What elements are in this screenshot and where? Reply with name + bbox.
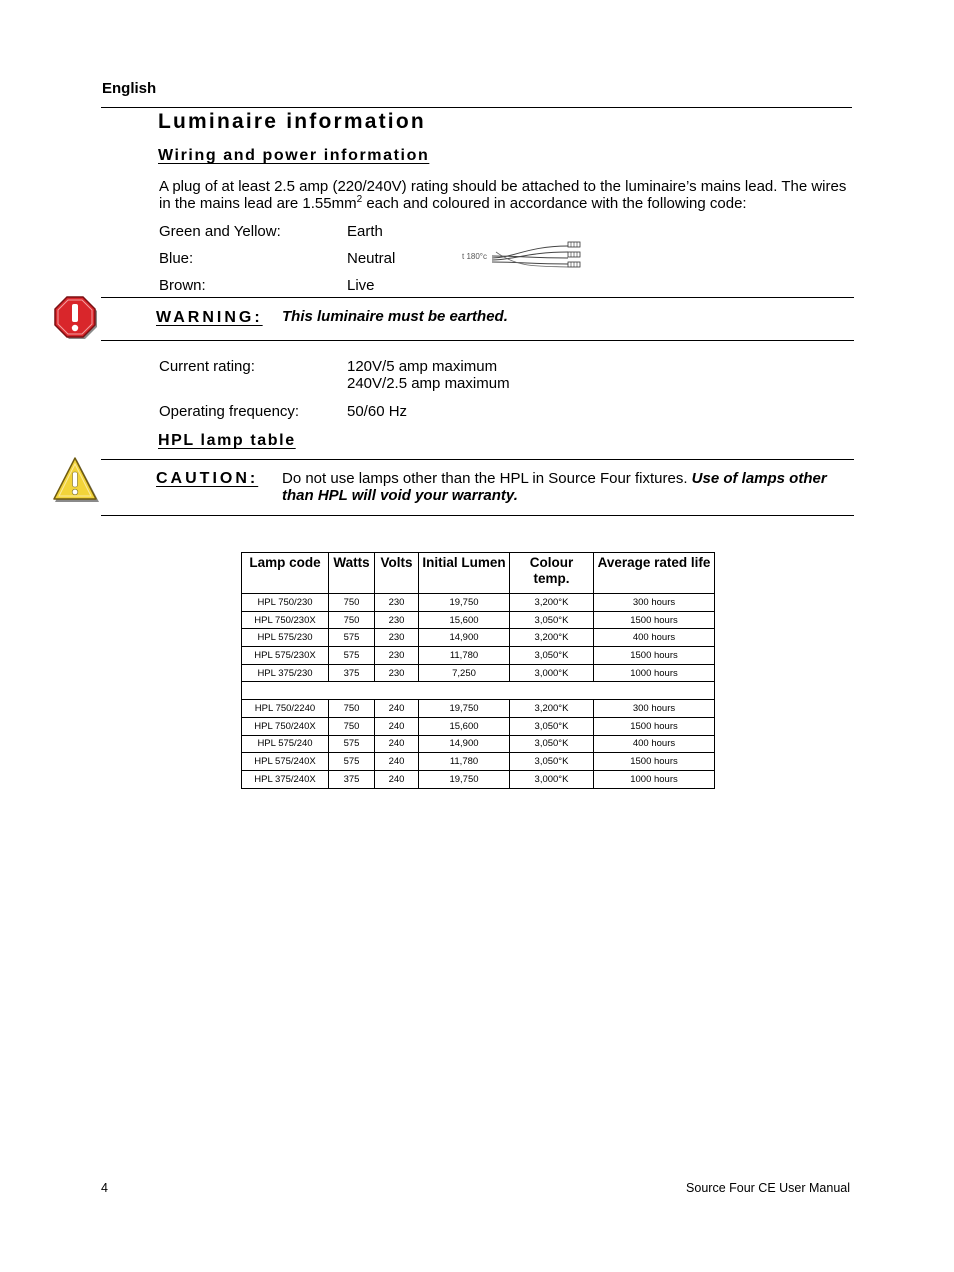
table-cell: 14,900 xyxy=(419,629,510,647)
table-cell: 11,780 xyxy=(419,753,510,771)
table-cell: 3,050°K xyxy=(510,735,594,753)
wire-function-neutral: Neutral xyxy=(347,250,396,267)
table-cell: 240 xyxy=(375,753,419,771)
table-cell: 14,900 xyxy=(419,735,510,753)
table-cell: HPL 575/240X xyxy=(242,753,329,771)
table-row xyxy=(242,735,715,753)
wiring-intro-paragraph xyxy=(159,178,859,212)
table-cell: 400 hours xyxy=(594,629,715,647)
intro-text-end: each and coloured in accordance with the following code: xyxy=(362,195,747,212)
table-cell: 3,050°K xyxy=(510,753,594,771)
column-header-volts: Volts xyxy=(375,553,419,594)
table-separator-row xyxy=(242,682,715,700)
table-cell: 300 hours xyxy=(594,700,715,718)
table-cell: HPL 575/230X xyxy=(242,647,329,665)
language-label: English xyxy=(102,80,157,97)
warning-bottom-rule xyxy=(101,340,854,341)
table-cell: 19,750 xyxy=(419,594,510,612)
current-rating-label: Current rating: xyxy=(159,358,255,375)
table-cell: 3,000°K xyxy=(510,664,594,682)
table-cell: 11,780 xyxy=(419,647,510,665)
wire-label-green-yellow: Green and Yellow: xyxy=(159,223,281,240)
table-row xyxy=(242,770,715,788)
table-cell: 1000 hours xyxy=(594,664,715,682)
manual-title: Source Four CE User Manual xyxy=(686,1181,850,1195)
cable-temp-label: t 180°c xyxy=(462,252,487,261)
table-cell: 575 xyxy=(329,753,375,771)
table-cell: HPL 750/240X xyxy=(242,717,329,735)
table-cell: 3,200°K xyxy=(510,629,594,647)
table-cell: 1500 hours xyxy=(594,717,715,735)
table-cell: 750 xyxy=(329,700,375,718)
table-cell: 300 hours xyxy=(594,594,715,612)
frequency-value: 50/60 Hz xyxy=(347,403,408,420)
table-cell: 240 xyxy=(375,717,419,735)
table-row xyxy=(242,611,715,629)
table-row xyxy=(242,700,715,718)
table-header-row xyxy=(242,553,715,594)
table-cell: 230 xyxy=(375,647,419,665)
warning-top-rule xyxy=(101,297,854,298)
table-cell: 575 xyxy=(329,735,375,753)
intro-superscript: 2 xyxy=(356,194,363,205)
caution-bottom-rule xyxy=(101,515,854,516)
table-cell: 15,600 xyxy=(419,717,510,735)
table-cell: 750 xyxy=(329,594,375,612)
column-header-initial-lumen: Initial Lumen xyxy=(419,553,510,594)
table-cell: 3,000°K xyxy=(510,770,594,788)
table-cell: 3,050°K xyxy=(510,647,594,665)
table-cell: HPL 375/240X xyxy=(242,770,329,788)
table-cell: 1000 hours xyxy=(594,770,715,788)
wire-function-earth: Earth xyxy=(347,223,383,240)
table-cell: HPL 750/230 xyxy=(242,594,329,612)
column-header-average-rated-life: Average rated life xyxy=(594,553,715,594)
column-header-colour-temp: Colour temp. xyxy=(510,553,594,594)
column-header-watts: Watts xyxy=(329,553,375,594)
hpl-lamp-table xyxy=(241,552,715,789)
current-rating-120v: 120V/5 amp maximum xyxy=(347,358,498,375)
table-cell: 3,200°K xyxy=(510,594,594,612)
caution-top-rule xyxy=(101,459,854,460)
table-cell: 19,750 xyxy=(419,700,510,718)
table-row xyxy=(242,753,715,771)
header-divider xyxy=(101,107,852,108)
table-cell: 3,050°K xyxy=(510,717,594,735)
frequency-label: Operating frequency: xyxy=(159,403,300,420)
section-title: Luminaire information xyxy=(158,110,426,133)
wiring-heading: Wiring and power information xyxy=(158,147,430,164)
table-row xyxy=(242,647,715,665)
table-cell: 15,600 xyxy=(419,611,510,629)
page-number: 4 xyxy=(101,1181,108,1195)
table-cell: 3,200°K xyxy=(510,700,594,718)
caution-text xyxy=(282,470,857,504)
table-row xyxy=(242,594,715,612)
table-cell: 3,050°K xyxy=(510,611,594,629)
intro-text: A plug of at least 2.5 amp (220/240V) rating should be attached to the luminaire’s mains lead. The wires in the mains lead are 1.55mm xyxy=(159,178,847,212)
warning-label: WARNING: xyxy=(156,309,263,326)
table-cell: 1500 hours xyxy=(594,753,715,771)
table-cell: 750 xyxy=(329,717,375,735)
table-cell: 400 hours xyxy=(594,735,715,753)
table-cell: 7,250 xyxy=(419,664,510,682)
table-cell: 230 xyxy=(375,594,419,612)
table-row xyxy=(242,664,715,682)
triangle-caution-icon xyxy=(50,454,100,504)
caution-label: CAUTION: xyxy=(156,470,259,487)
table-cell: 230 xyxy=(375,664,419,682)
table-cell: 240 xyxy=(375,700,419,718)
table-cell: 240 xyxy=(375,770,419,788)
table-cell: 375 xyxy=(329,770,375,788)
table-cell: 230 xyxy=(375,611,419,629)
warning-text: This luminaire must be earthed. xyxy=(282,308,508,325)
table-cell: 230 xyxy=(375,629,419,647)
caution-text-bold: Use of lamps other than HPL will void your warranty. xyxy=(282,470,827,504)
table-row xyxy=(242,629,715,647)
mains-cable-diagram xyxy=(458,238,584,272)
wire-function-live: Live xyxy=(347,277,375,294)
wire-label-brown: Brown: xyxy=(159,277,206,294)
table-cell: 240 xyxy=(375,735,419,753)
table-cell: HPL 750/230X xyxy=(242,611,329,629)
stop-warning-icon xyxy=(50,293,100,343)
table-cell: 1500 hours xyxy=(594,611,715,629)
caution-text-plain: Do not use lamps other than the HPL in Source Four fixtures. xyxy=(282,470,692,487)
table-cell: HPL 750/2240 xyxy=(242,700,329,718)
table-row xyxy=(242,717,715,735)
table-cell: HPL 575/240 xyxy=(242,735,329,753)
table-cell: HPL 575/230 xyxy=(242,629,329,647)
table-cell: 19,750 xyxy=(419,770,510,788)
table-cell: 750 xyxy=(329,611,375,629)
lamp-table-heading: HPL lamp table xyxy=(158,432,296,449)
current-rating-240v: 240V/2.5 amp maximum xyxy=(347,375,510,392)
column-header-lamp-code: Lamp code xyxy=(242,553,329,594)
table-cell: 575 xyxy=(329,647,375,665)
table-cell: 1500 hours xyxy=(594,647,715,665)
wire-label-blue: Blue: xyxy=(159,250,194,267)
table-cell: 375 xyxy=(329,664,375,682)
table-separator-cell xyxy=(242,682,715,700)
table-cell: HPL 375/230 xyxy=(242,664,329,682)
table-cell: 575 xyxy=(329,629,375,647)
